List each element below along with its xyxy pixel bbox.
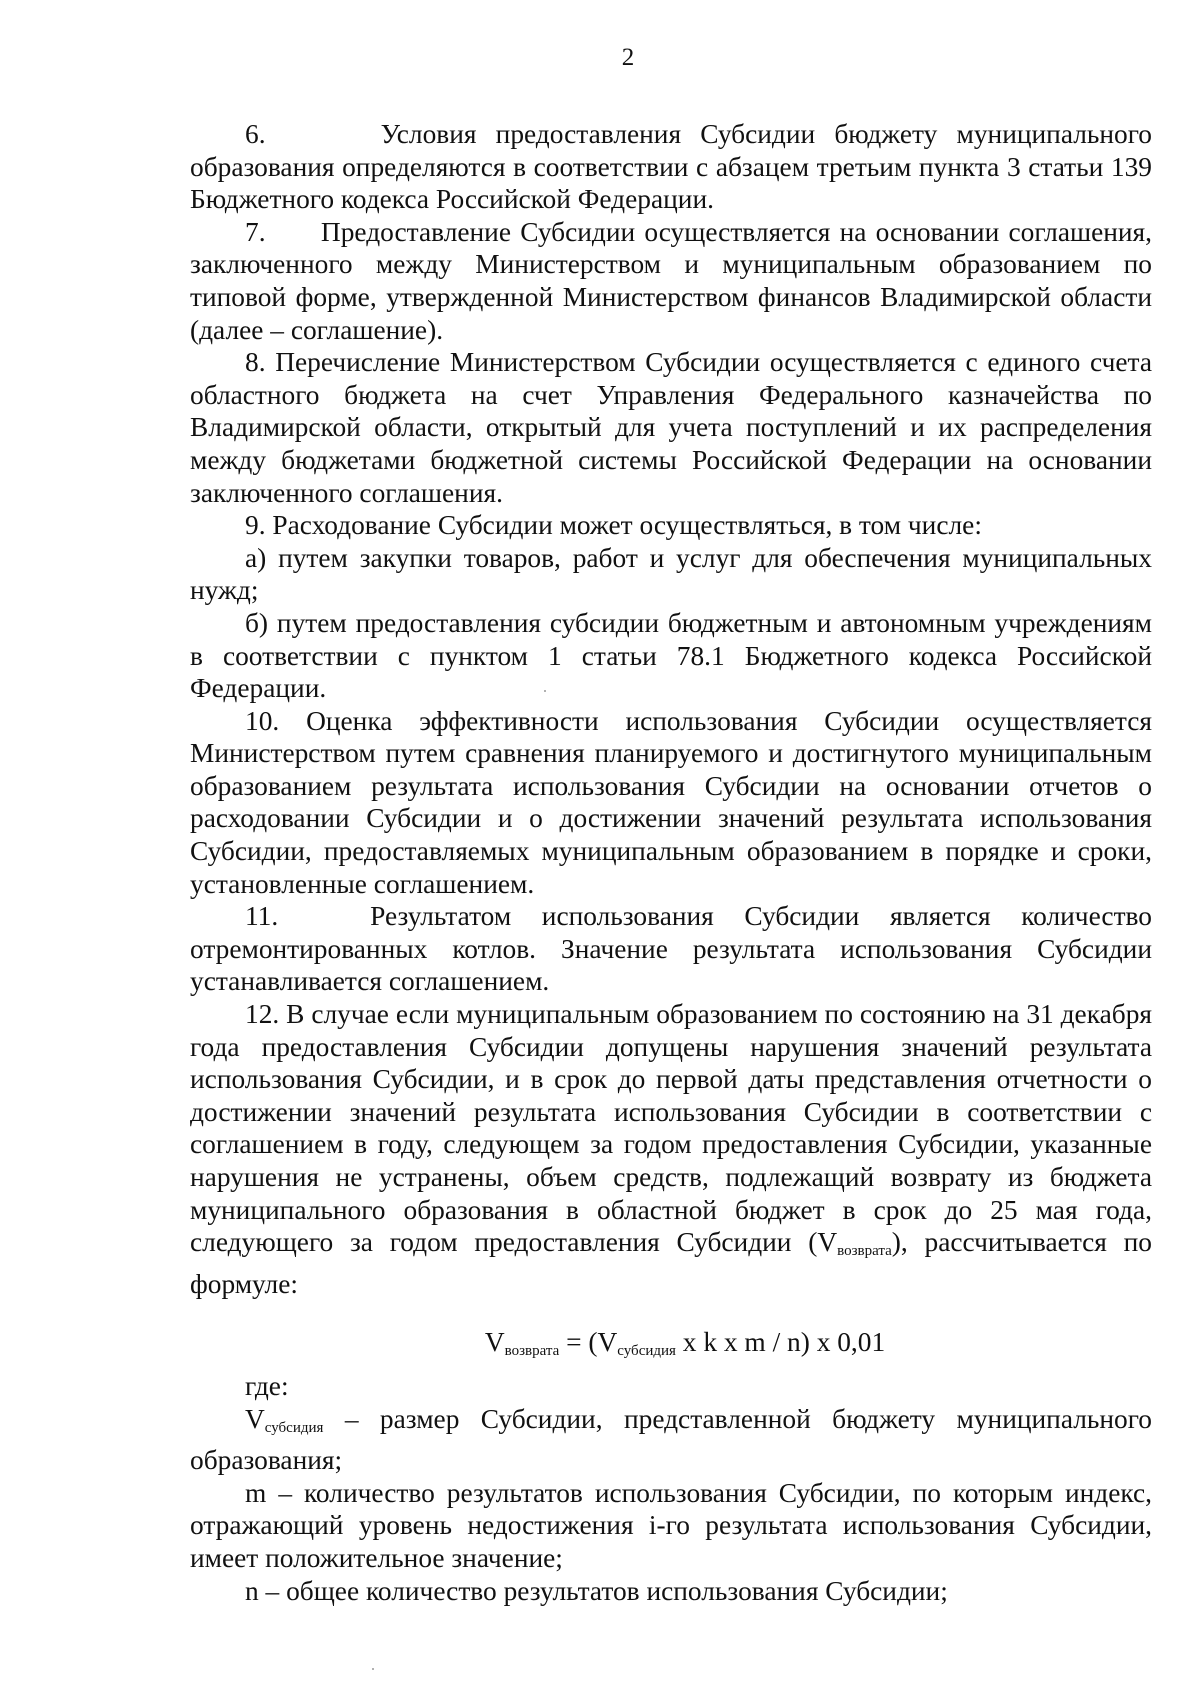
formula-eq: = (V [559,1327,618,1358]
paragraph-11: 11. Результатом использования Субсидии является количество отремонтированных котлов. Значение результата использования Субсидии устанавливается соглашением. [190,901,1152,997]
formula-sub-subsidy: субсидия [617,1343,676,1360]
paragraph-10: 10. Оценка эффективности использования Субсидии осуществляется Министерством путем сравнения планируемого и достигнутого муниципальным образованием результата использования Субсидии на основании отчетов о расходовании Субсидии и о достижении значений результата использования Субсидии, предоставляемых муниципальным образованием в порядке и сроки, установленные соглашением. [190,705,1152,899]
def-v-sub: субсидия [264,1419,324,1436]
paragraph-9b: б) путем предоставления субсидии бюджетным и автономным учреждениям в соответствии с пунктом 1 статьи 78.1 Бюджетного кодекса Российской Федерации. [190,607,1152,704]
paragraph-12 [190,998,1152,1300]
definition-n: n – общее количество результатов использования Субсидии; [245,1575,948,1606]
where-label: где: [245,1370,289,1401]
formula-sub-return: возврата [504,1343,560,1360]
paragraph-6: 6. Условия предоставления Субсидии бюджету муниципального образования определяются в соответствии с абзацем третьим пункта 3 статьи 139 Бюджетного кодекса Российской Федерации. [190,119,1152,215]
definition-m: m – количество результатов использования Субсидии, по которым индекс, отражающий уровень недостижения i-го результата использования Субсидии, имеет положительное значение; [190,1477,1152,1573]
paragraph-7: 7. Предоставление Субсидии осуществляется на основании соглашения, заключенного между Министерством и муниципальным образованием по типовой форме, утвержденной Министерством финансов Владимирской области (далее – соглашение). [190,216,1152,345]
paragraph-9: 9. Расходование Субсидии может осуществляться, в том числе: [245,510,982,541]
paragraph-9a: а) путем закупки товаров, работ и услуг для обеспечения муниципальных нужд; [190,542,1152,606]
page-number: 2 [621,44,635,71]
scan-speck [372,1668,374,1670]
scan-speck [544,690,546,692]
definition-v-subsidy [190,1403,1152,1477]
formula [190,1326,1152,1368]
def-v: V [245,1403,265,1434]
paragraph-12-text: 12. В случае если муниципальным образованием по состоянию на 31 декабря года предоставления Субсидии допущены нарушения значений результата использования Субсидии, и в срок до первой даты представления отчетности о достижении значений результата использования Субсидии в соответствии с соглашением в году, следующем за годом предоставления Субсидии, указанные нарушения не устранены, объем средств, подлежащий возврату из бюджета муниципального образования в областной бюджет в срок до 25 мая года, следующего за годом предоставления Субсидии (V [190,999,1152,1258]
paragraph-12-tail: ), рассчитывается по формуле: [190,1227,1152,1299]
paragraph-8: 8. Перечисление Министерством Субсидии осуществляется с единого счета областного бюджета на счет Управления Федерального казначейства по Владимирской области, открытый для учета поступлений и их распределения между бюджетами бюджетной системы Российской Федерации на основании заключенного соглашения. [190,347,1152,508]
formula-rest: x k x m / n) x 0,01 [675,1327,886,1358]
def-v-text: – размер Субсидии, представленной бюджету муниципального образования; [190,1403,1152,1476]
document-body [190,118,1152,1607]
formula-v: V [484,1327,505,1358]
paragraph-12-subscript: возврата [837,1243,892,1260]
